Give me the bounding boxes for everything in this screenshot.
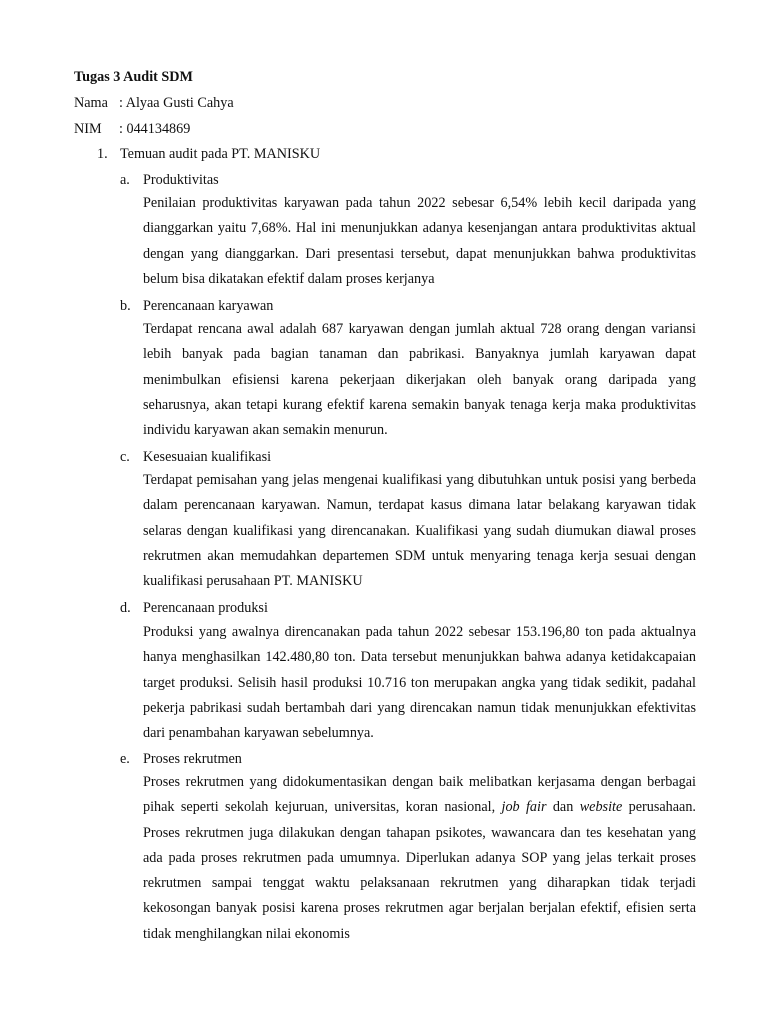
section-letter: b. bbox=[120, 298, 131, 314]
text-run: dan bbox=[546, 799, 580, 816]
italic-term-job-fair: job fair bbox=[501, 799, 547, 816]
section-heading-perencanaan-produksi: Perencanaan produksi bbox=[143, 600, 268, 616]
section-letter: c. bbox=[120, 449, 130, 465]
section-text-proses-rekrutmen bbox=[143, 770, 696, 947]
section-heading-produktivitas: Produktivitas bbox=[143, 172, 219, 188]
section-letter: e. bbox=[120, 751, 130, 767]
name-label: Nama bbox=[74, 95, 108, 111]
nim-label: NIM bbox=[74, 121, 102, 137]
section-heading-proses-rekrutmen: Proses rekrutmen bbox=[143, 751, 242, 767]
section-letter: a. bbox=[120, 172, 130, 188]
text-run: Proses rekrutmen yang didokumentasikan dengan baik melibatkan kerjasama dengan berbagai pihak seperti sekolah kejuruan, universitas, koran nasional, bbox=[143, 774, 696, 816]
section-text-produktivitas: Penilaian produktivitas karyawan pada tahun 2022 sebesar 6,54% lebih kecil daripada yang dianggarkan yaitu 7,68%. Hal ini menunjukkan adanya kesenjangan antara produktivitas aktual dengan yang dianggarkan. Dari presentasi tersebut, dapat menunjukkan bahwa produktivitas belum bisa dikatakan efektif dalam proses kerjanya bbox=[143, 195, 696, 287]
nim-value: : 044134869 bbox=[119, 121, 191, 137]
text-run: perusahaan. Proses rekrutmen juga dilakukan dengan tahapan psikotes, wawancara dan tes kesehatan yang ada pada proses rekrutmen pada umumnya. Diperlukan adanya SOP yang jelas terkait proses rekrutmen sampai tenggat waktu pelaksanaan rekrutmen yang diharapkan tidak terjadi kekosongan banyak posisi karena proses rekrutmen agar berjalan berjalan efektif, efisien serta tidak menghilangkan nilai ekonomis bbox=[143, 799, 696, 942]
question-text: Temuan audit pada PT. MANISKU bbox=[120, 146, 321, 162]
section-letter: d. bbox=[120, 600, 131, 616]
section-text-kesesuaian-kualifikasi: Terdapat pemisahan yang jelas mengenai kualifikasi yang dibutuhkan untuk posisi yang berbeda dalam perencanaan karyawan. Namun, terdapat kasus dimana latar belakang karyawan tidak selaras dengan kualifikasi yang direncanakan. Kualifikasi yang sudah diumukan diawal proses rekrutmen akan memudahkan departemen SDM untuk menyaring tenaga kerja sesuai dengan kualifikasi perusahaan PT. MANISKU bbox=[143, 472, 696, 590]
section-heading-kesesuaian-kualifikasi: Kesesuaian kualifikasi bbox=[143, 449, 272, 465]
question-number: 1. bbox=[97, 146, 108, 162]
section-heading-perencanaan-karyawan: Perencanaan karyawan bbox=[143, 298, 274, 314]
name-value: : Alyaa Gusti Cahya bbox=[119, 95, 234, 111]
italic-term-website: website bbox=[579, 799, 623, 816]
section-text-perencanaan-karyawan: Terdapat rencana awal adalah 687 karyawan dengan jumlah aktual 728 orang dengan variansi lebih banyak pada bagian tanaman dan pabrikasi. Banyaknya jumlah karyawan dapat menimbulkan efisiensi karena pekerjaan dikerjakan oleh banyak orang daripada yang seharusnya, akan tetapi kurang efektif karena semakin banyak tenaga kerja maka produktivitas individu karyawan akan semakin menurun. bbox=[143, 321, 696, 439]
document-title: Tugas 3 Audit SDM bbox=[74, 69, 193, 85]
section-text-perencanaan-produksi: Produksi yang awalnya direncanakan pada tahun 2022 sebesar 153.196,80 ton pada aktualnya hanya menghasilkan 142.480,80 ton. Data tersebut menunjukkan bahwa adanya ketidakcapaian target produksi. Selisih hasil produksi 10.716 ton merupakan angka yang tidak sedikit, padahal pekerja pabrikasi sudah bertambah dari yang direncakan namun tidak menunjukkan efektivitas dari penambahan karyawan sebelumnya. bbox=[143, 624, 696, 742]
